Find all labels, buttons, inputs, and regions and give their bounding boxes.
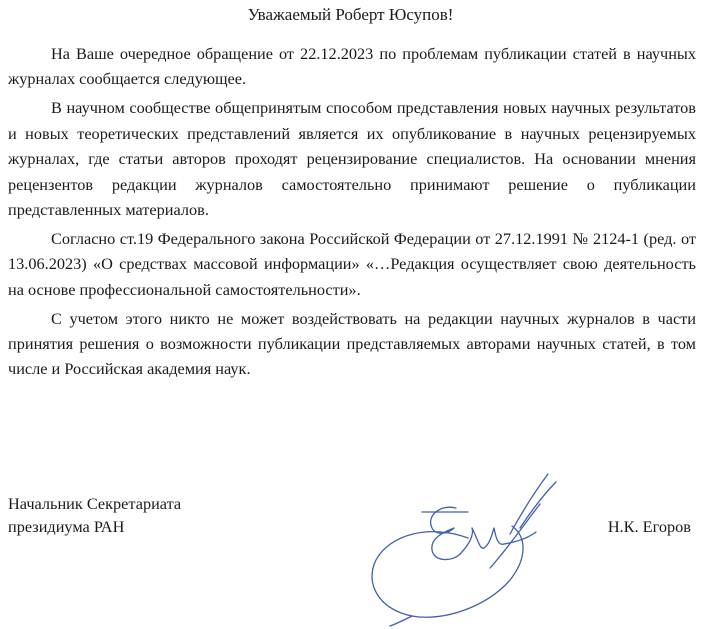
paragraph-2: В научном сообществе общепринятым способом представления новых научных результатов и новых теоретических представлений является их опубликование в научных рецензируемых журналах, где статьи авторов проходят рецензирование специалистов. На основании мнения рецензентов редакции журналов самостоятельно принимают решение о публикации представленных материалов. [8, 98, 696, 219]
letter-greeting: Уважаемый Роберт Юсупов! [247, 5, 454, 24]
paragraph-1: На Ваше очередное обращение от 22.12.2023 по проблемам публикации статей в научных журналах сообщается следующее. [8, 44, 696, 89]
handwritten-signature [360, 468, 570, 628]
letter-body [8, 41, 696, 385]
signer-name: Н.К. Егоров [607, 517, 691, 536]
paragraph-3: Согласно ст.19 Федерального закона Российской Федерации от 27.12.1991 № 2124-1 (ред. от 13.06.2023) «О средствах массовой информации» «…Редакция осуществляет свою деятельность на основе профессиональной самостоятельности». [8, 228, 696, 299]
signer-position-line-1: Начальник Секретариата [8, 494, 182, 513]
signer-position [8, 492, 181, 538]
paragraph-4: С учетом этого никто не может воздействовать на редакции научных журналов в части принятия решения о возможности публикации представляемых авторами научных статей, в том числе и Российская академия наук. [8, 308, 696, 379]
signer-position-line-2: президиума РАН [8, 517, 125, 536]
